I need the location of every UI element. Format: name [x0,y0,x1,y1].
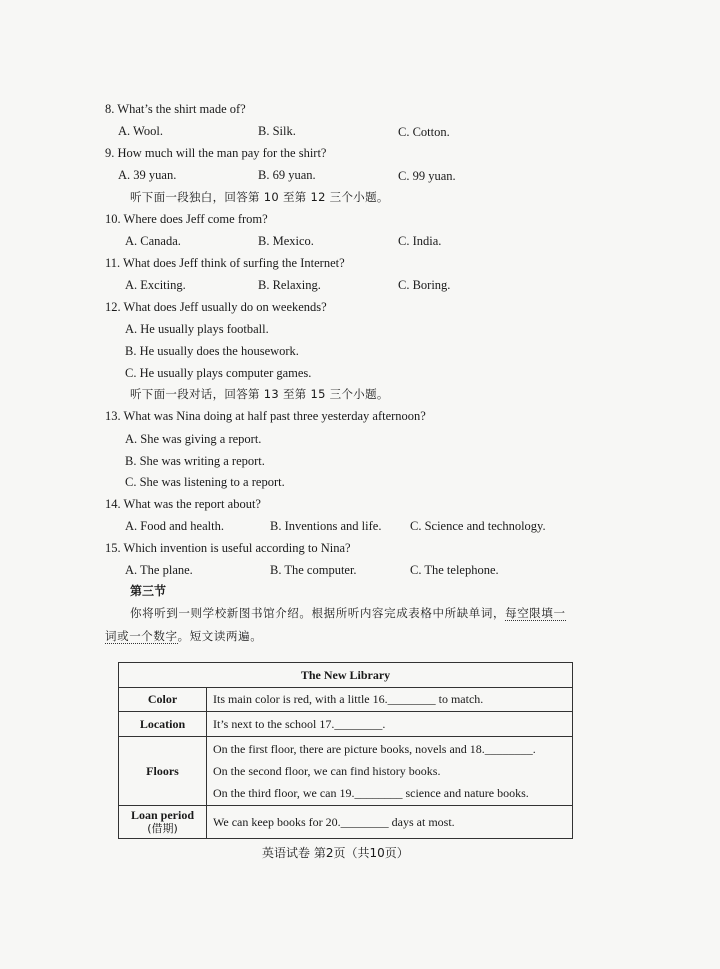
question-8: 8. What’s the shirt made of? [105,102,246,116]
table-row-location [119,712,573,737]
q9-option-b: B. 69 yuan. [258,168,316,182]
q9-option-a: A. 39 yuan. [118,168,177,182]
table-row-floors [119,737,573,806]
question-9: 9. How much will the man pay for the shirt? [105,146,327,160]
q13-option-c: C. She was listening to a report. [125,475,285,489]
q11-option-b: B. Relaxing. [258,278,321,292]
instruction-line1-text: 你将听到一则学校新图书馆介绍。根据所听内容完成表格中所缺单词， [130,606,506,620]
q10-option-b: B. Mexico. [258,234,314,248]
loan-period-label: Loan period [130,808,194,822]
table-row-color [119,688,573,712]
q8-option-c: C. Cotton. [398,125,450,139]
q12-option-c: C. He usually plays computer games. [125,366,312,380]
floors-line-2: On the second floor, we can find history books. [213,764,441,778]
q10-option-c: C. India. [398,234,442,248]
q15-option-b: B. The computer. [270,563,357,577]
row-label-floors: Floors [119,737,207,806]
new-library-table [118,662,573,839]
q13-option-a: A. She was giving a report. [125,432,262,446]
floors-line-3: On the third floor, we can 19.________ science and nature books. [213,786,529,800]
table-header-row [119,663,573,688]
q11-option-c: C. Boring. [398,278,451,292]
q12-option-a: A. He usually plays football. [125,322,269,336]
section-3-title: 第三节 [130,584,167,598]
row-label-loan-period [119,806,207,839]
loan-period-label-chinese: (借期) [147,822,178,835]
question-11: 11. What does Jeff think of surfing the Internet? [105,256,345,270]
q8-option-a: A. Wool. [118,124,163,138]
row-label-location: Location [119,712,207,737]
instruction-emphasis-2: 词或一个数字 [105,629,178,643]
q12-option-b: B. He usually does the housework. [125,344,299,358]
question-15: 15. Which invention is useful according to Nina? [105,541,351,555]
instruction-line2-text: 。短文读两遍。 [177,629,263,643]
instruction-monologue: 听下面一段独白，回答第 10 至第 12 三个小题。 [130,190,389,204]
q15-option-c: C. The telephone. [410,563,499,577]
row-label-color: Color [119,688,207,712]
section-3-instruction-line1 [130,605,566,621]
question-13: 13. What was Nina doing at half past three yesterday afternoon? [105,409,426,423]
instruction-dialogue: 听下面一段对话，回答第 13 至第 15 三个小题。 [130,387,389,401]
q8-option-b: B. Silk. [258,124,296,138]
q10-option-a: A. Canada. [125,234,181,248]
q11-option-a: A. Exciting. [125,278,186,292]
table-title: The New Library [119,663,573,688]
question-10: 10. Where does Jeff come from? [105,212,268,226]
row-content-location: It’s next to the school 17.________. [207,712,573,737]
q15-option-a: A. The plane. [125,563,193,577]
row-content-color: Its main color is red, with a little 16.________ to match. [207,688,573,712]
q14-option-b: B. Inventions and life. [270,519,382,533]
q14-option-a: A. Food and health. [125,519,224,533]
row-content-loan-period: We can keep books for 20.________ days at most. [207,806,573,839]
instruction-emphasis-1: 每空限填一 [505,606,566,620]
question-12: 12. What does Jeff usually do on weekends? [105,300,327,314]
floors-line-1: On the first floor, there are picture books, novels and 18.________. [213,742,536,756]
table-row-loan-period [119,806,573,839]
q9-option-c: C. 99 yuan. [398,169,456,183]
question-14: 14. What was the report about? [105,497,261,511]
row-content-floors [207,737,573,806]
q14-option-c: C. Science and technology. [410,519,546,533]
page-footer: 英语试卷 第2页（共10页） [262,846,409,860]
section-3-instruction-line2 [105,628,262,644]
q13-option-b: B. She was writing a report. [125,454,265,468]
